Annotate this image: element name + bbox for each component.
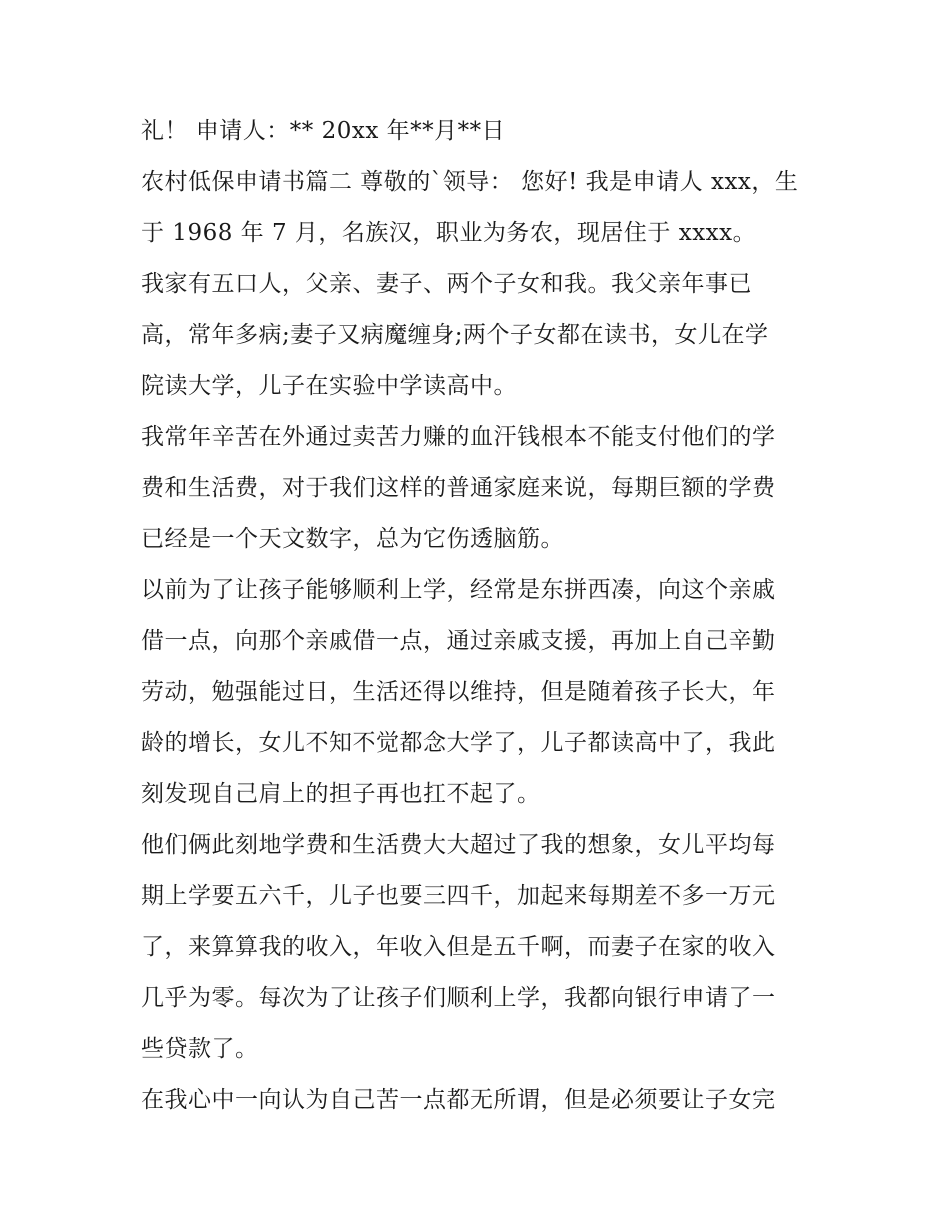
text-line: 已经是一个天文数字，总为它伤透脑筋。 [141, 526, 564, 552]
text-line: 我常年辛苦在外通过卖苦力赚的血汗钱根本不能支付他们的学 [141, 424, 776, 450]
paragraph-signature [141, 106, 831, 157]
text-line: 刻发现自己肩上的担子再也扛不起了。 [141, 781, 541, 807]
text-line: 我家有五口人，父亲、妻子、两个子女和我。我父亲年事已 [141, 271, 752, 297]
text-line: 以前为了让孩子能够顺利上学，经常是东拼西凑，向这个亲戚 [141, 577, 776, 603]
document-body [141, 106, 831, 1126]
text-line: 劳动，勉强能过日，生活还得以维持，但是随着孩子长大，年 [141, 679, 776, 705]
text-line: 几乎为零。每次为了让孩子们顺利上学，我都向银行申请了一 [141, 985, 776, 1011]
paragraph-income [141, 412, 831, 565]
text-line: 费和生活费，对于我们这样的普通家庭来说，每期巨额的学费 [141, 475, 776, 501]
text-line: 礼！ 申请人：** 20xx 年**月**日 [141, 118, 506, 144]
text-line: 于 1968 年 7 月，名族汉，职业为务农，现居住于 xxxx。 [141, 220, 757, 246]
paragraph-family [141, 259, 831, 412]
text-line: 高，常年多病;妻子又病魔缠身;两个子女都在读书，女儿在学 [141, 322, 769, 348]
text-line: 了，来算算我的收入，年收入但是五千啊，而妻子在家的收入 [141, 934, 776, 960]
text-line: 院读大学，儿子在实验中学读高中。 [141, 373, 517, 399]
text-line: 些贷款了。 [141, 1036, 259, 1062]
paragraph-greeting [141, 157, 831, 259]
text-line: 他们俩此刻地学费和生活费大大超过了我的想象，女儿平均每 [141, 832, 776, 858]
paragraph-expenses [141, 820, 831, 1075]
paragraph-borrowing [141, 565, 831, 820]
text-line: 农村低保申请书篇二 尊敬的`领导： 您好! 我是申请人 xxx，生 [141, 169, 799, 195]
text-line: 借一点，向那个亲戚借一点，通过亲戚支援，再加上自己辛勤 [141, 628, 776, 654]
text-line: 龄的增长，女儿不知不觉都念大学了，儿子都读高中了，我此 [141, 730, 776, 756]
text-line: 期上学要五六千，儿子也要三四千，加起来每期差不多一万元 [141, 883, 776, 909]
text-line: 在我心中一向认为自己苦一点都无所谓，但是必须要让子女完 [141, 1087, 776, 1113]
paragraph-conclusion [141, 1075, 831, 1126]
